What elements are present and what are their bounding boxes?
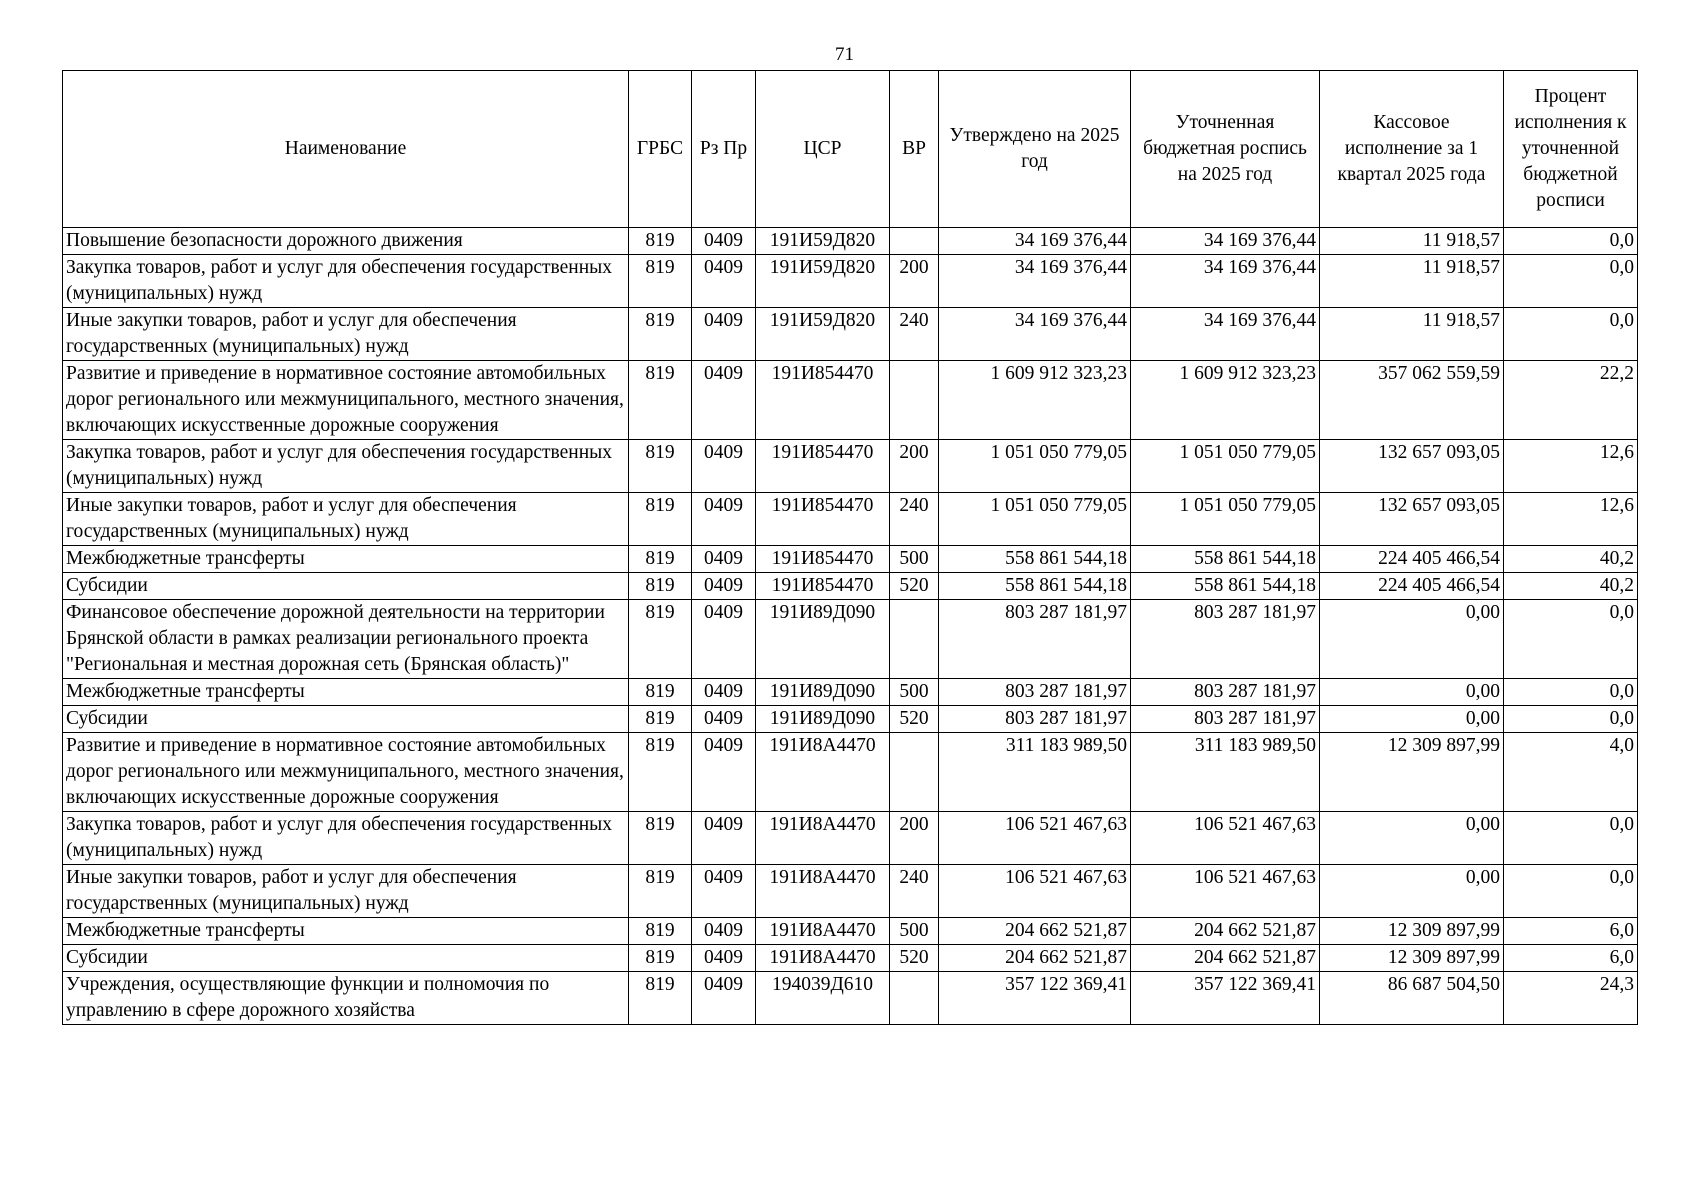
cell-grbs: 819 (629, 573, 692, 600)
cell-vr: 200 (890, 255, 939, 308)
cell-percent: 12,6 (1504, 440, 1638, 493)
cell-percent: 24,3 (1504, 972, 1638, 1025)
cell-percent: 0,0 (1504, 308, 1638, 361)
cell-refined: 1 051 050 779,05 (1131, 440, 1320, 493)
cell-rzpr: 0409 (692, 361, 756, 440)
cell-approved: 1 609 912 323,23 (939, 361, 1131, 440)
cell-refined: 357 122 369,41 (1131, 972, 1320, 1025)
cell-csr: 191И59Д820 (756, 228, 890, 255)
cell-vr: 240 (890, 865, 939, 918)
cell-cash: 224 405 466,54 (1320, 573, 1504, 600)
cell-vr (890, 361, 939, 440)
cell-csr: 191И8А4470 (756, 945, 890, 972)
cell-grbs: 819 (629, 600, 692, 679)
cell-vr (890, 733, 939, 812)
cell-refined: 204 662 521,87 (1131, 918, 1320, 945)
cell-refined: 34 169 376,44 (1131, 228, 1320, 255)
cell-refined: 106 521 467,63 (1131, 865, 1320, 918)
table-row (63, 546, 1638, 573)
cell-approved: 1 051 050 779,05 (939, 440, 1131, 493)
cell-refined: 1 609 912 323,23 (1131, 361, 1320, 440)
cell-refined: 558 861 544,18 (1131, 546, 1320, 573)
table-body (63, 228, 1638, 1025)
cell-approved: 357 122 369,41 (939, 972, 1131, 1025)
cell-csr: 191И854470 (756, 546, 890, 573)
cell-cash: 0,00 (1320, 812, 1504, 865)
cell-approved: 803 287 181,97 (939, 600, 1131, 679)
cell-grbs: 819 (629, 812, 692, 865)
cell-rzpr: 0409 (692, 573, 756, 600)
header-rzpr: Рз Пр (692, 71, 756, 228)
cell-cash: 0,00 (1320, 706, 1504, 733)
table-row (63, 945, 1638, 972)
cell-vr: 500 (890, 679, 939, 706)
cell-csr: 191И8А4470 (756, 918, 890, 945)
cell-name: Учреждения, осуществляющие функции и полномочия по управлению в сфере дорожного хозяйства (63, 972, 629, 1025)
cell-vr (890, 972, 939, 1025)
table-row (63, 308, 1638, 361)
cell-name: Закупка товаров, работ и услуг для обеспечения государственных (муниципальных) нужд (63, 255, 629, 308)
cell-name: Развитие и приведение в нормативное состояние автомобильных дорог регионального или межмуниципального, местного значения, включающих искусственные дорожные сооружения (63, 733, 629, 812)
cell-csr: 191И8А4470 (756, 865, 890, 918)
cell-percent: 40,2 (1504, 546, 1638, 573)
cell-name: Повышение безопасности дорожного движения (63, 228, 629, 255)
cell-approved: 34 169 376,44 (939, 255, 1131, 308)
cell-grbs: 819 (629, 945, 692, 972)
cell-csr: 191И854470 (756, 493, 890, 546)
cell-name: Закупка товаров, работ и услуг для обеспечения государственных (муниципальных) нужд (63, 812, 629, 865)
cell-name: Субсидии (63, 706, 629, 733)
cell-rzpr: 0409 (692, 865, 756, 918)
cell-percent: 0,0 (1504, 600, 1638, 679)
budget-table (62, 70, 1638, 1025)
header-refined: Уточненная бюджетная роспись на 2025 год (1131, 71, 1320, 228)
cell-name: Финансовое обеспечение дорожной деятельности на территории Брянской области в рамках реализации регионального проекта "Региональная и местная дорожная сеть (Брянская область)" (63, 600, 629, 679)
cell-vr (890, 600, 939, 679)
cell-grbs: 819 (629, 972, 692, 1025)
table-row (63, 706, 1638, 733)
cell-percent: 12,6 (1504, 493, 1638, 546)
cell-refined: 311 183 989,50 (1131, 733, 1320, 812)
cell-rzpr: 0409 (692, 706, 756, 733)
cell-refined: 204 662 521,87 (1131, 945, 1320, 972)
cell-refined: 558 861 544,18 (1131, 573, 1320, 600)
cell-csr: 191И8А4470 (756, 733, 890, 812)
cell-vr: 240 (890, 308, 939, 361)
cell-rzpr: 0409 (692, 812, 756, 865)
page-number: 71 (835, 44, 854, 65)
table-header-row (63, 71, 1638, 228)
cell-name: Межбюджетные трансферты (63, 918, 629, 945)
cell-vr: 520 (890, 945, 939, 972)
cell-name: Иные закупки товаров, работ и услуг для обеспечения государственных (муниципальных) нужд (63, 865, 629, 918)
cell-grbs: 819 (629, 361, 692, 440)
cell-percent: 0,0 (1504, 679, 1638, 706)
cell-cash: 12 309 897,99 (1320, 945, 1504, 972)
cell-csr: 191И854470 (756, 573, 890, 600)
cell-vr: 200 (890, 440, 939, 493)
cell-csr: 191И89Д090 (756, 706, 890, 733)
cell-vr: 520 (890, 573, 939, 600)
table-row (63, 679, 1638, 706)
cell-grbs: 819 (629, 493, 692, 546)
cell-grbs: 819 (629, 733, 692, 812)
cell-csr: 191И8А4470 (756, 812, 890, 865)
cell-grbs: 819 (629, 918, 692, 945)
table-row (63, 440, 1638, 493)
cell-cash: 357 062 559,59 (1320, 361, 1504, 440)
cell-percent: 6,0 (1504, 945, 1638, 972)
header-csr: ЦСР (756, 71, 890, 228)
cell-approved: 106 521 467,63 (939, 812, 1131, 865)
cell-refined: 803 287 181,97 (1131, 706, 1320, 733)
cell-grbs: 819 (629, 228, 692, 255)
cell-csr: 194039Д610 (756, 972, 890, 1025)
cell-refined: 1 051 050 779,05 (1131, 493, 1320, 546)
table-row (63, 493, 1638, 546)
cell-grbs: 819 (629, 679, 692, 706)
cell-percent: 6,0 (1504, 918, 1638, 945)
cell-rzpr: 0409 (692, 733, 756, 812)
cell-refined: 803 287 181,97 (1131, 679, 1320, 706)
cell-approved: 1 051 050 779,05 (939, 493, 1131, 546)
cell-approved: 204 662 521,87 (939, 945, 1131, 972)
cell-refined: 34 169 376,44 (1131, 255, 1320, 308)
cell-rzpr: 0409 (692, 255, 756, 308)
cell-csr: 191И59Д820 (756, 308, 890, 361)
cell-rzpr: 0409 (692, 493, 756, 546)
cell-cash: 224 405 466,54 (1320, 546, 1504, 573)
table-row (63, 228, 1638, 255)
cell-vr: 500 (890, 546, 939, 573)
cell-name: Субсидии (63, 573, 629, 600)
cell-approved: 803 287 181,97 (939, 706, 1131, 733)
cell-approved: 803 287 181,97 (939, 679, 1131, 706)
cell-vr (890, 228, 939, 255)
cell-rzpr: 0409 (692, 972, 756, 1025)
cell-cash: 0,00 (1320, 865, 1504, 918)
table-row (63, 600, 1638, 679)
cell-approved: 106 521 467,63 (939, 865, 1131, 918)
header-cash: Кассовое исполнение за 1 квартал 2025 года (1320, 71, 1504, 228)
cell-vr: 520 (890, 706, 939, 733)
cell-csr: 191И89Д090 (756, 600, 890, 679)
cell-cash: 0,00 (1320, 600, 1504, 679)
cell-cash: 132 657 093,05 (1320, 440, 1504, 493)
cell-percent: 0,0 (1504, 812, 1638, 865)
cell-approved: 558 861 544,18 (939, 546, 1131, 573)
cell-rzpr: 0409 (692, 440, 756, 493)
table-row (63, 972, 1638, 1025)
cell-refined: 803 287 181,97 (1131, 600, 1320, 679)
header-percent: Процент исполнения к уточненной бюджетной росписи (1504, 71, 1638, 228)
cell-rzpr: 0409 (692, 679, 756, 706)
cell-grbs: 819 (629, 308, 692, 361)
cell-rzpr: 0409 (692, 546, 756, 573)
table-row (63, 812, 1638, 865)
cell-vr: 500 (890, 918, 939, 945)
cell-cash: 11 918,57 (1320, 308, 1504, 361)
header-vr: ВР (890, 71, 939, 228)
cell-approved: 558 861 544,18 (939, 573, 1131, 600)
cell-cash: 11 918,57 (1320, 255, 1504, 308)
cell-grbs: 819 (629, 440, 692, 493)
cell-vr: 240 (890, 493, 939, 546)
cell-percent: 4,0 (1504, 733, 1638, 812)
cell-cash: 0,00 (1320, 679, 1504, 706)
cell-csr: 191И89Д090 (756, 679, 890, 706)
cell-rzpr: 0409 (692, 308, 756, 361)
cell-grbs: 819 (629, 546, 692, 573)
cell-name: Развитие и приведение в нормативное состояние автомобильных дорог регионального или межмуниципального, местного значения, включающих искусственные дорожные сооружения (63, 361, 629, 440)
cell-approved: 204 662 521,87 (939, 918, 1131, 945)
cell-cash: 12 309 897,99 (1320, 733, 1504, 812)
cell-approved: 311 183 989,50 (939, 733, 1131, 812)
cell-grbs: 819 (629, 255, 692, 308)
cell-approved: 34 169 376,44 (939, 308, 1131, 361)
table-row (63, 918, 1638, 945)
cell-grbs: 819 (629, 706, 692, 733)
cell-vr: 200 (890, 812, 939, 865)
cell-refined: 106 521 467,63 (1131, 812, 1320, 865)
cell-name: Межбюджетные трансферты (63, 679, 629, 706)
cell-cash: 11 918,57 (1320, 228, 1504, 255)
cell-name: Субсидии (63, 945, 629, 972)
cell-refined: 34 169 376,44 (1131, 308, 1320, 361)
cell-percent: 40,2 (1504, 573, 1638, 600)
cell-percent: 0,0 (1504, 255, 1638, 308)
table-row (63, 361, 1638, 440)
cell-approved: 34 169 376,44 (939, 228, 1131, 255)
table-row (63, 255, 1638, 308)
cell-cash: 12 309 897,99 (1320, 918, 1504, 945)
header-grbs: ГРБС (629, 71, 692, 228)
cell-csr: 191И854470 (756, 440, 890, 493)
table-row (63, 865, 1638, 918)
cell-rzpr: 0409 (692, 918, 756, 945)
cell-rzpr: 0409 (692, 945, 756, 972)
cell-percent: 22,2 (1504, 361, 1638, 440)
cell-csr: 191И854470 (756, 361, 890, 440)
cell-cash: 132 657 093,05 (1320, 493, 1504, 546)
cell-rzpr: 0409 (692, 228, 756, 255)
cell-csr: 191И59Д820 (756, 255, 890, 308)
cell-rzpr: 0409 (692, 600, 756, 679)
cell-cash: 86 687 504,50 (1320, 972, 1504, 1025)
header-approved: Утверждено на 2025 год (939, 71, 1131, 228)
table-row (63, 733, 1638, 812)
cell-name: Иные закупки товаров, работ и услуг для обеспечения государственных (муниципальных) нужд (63, 493, 629, 546)
cell-name: Иные закупки товаров, работ и услуг для обеспечения государственных (муниципальных) нужд (63, 308, 629, 361)
cell-percent: 0,0 (1504, 228, 1638, 255)
cell-grbs: 819 (629, 865, 692, 918)
cell-name: Межбюджетные трансферты (63, 546, 629, 573)
cell-percent: 0,0 (1504, 865, 1638, 918)
table-row (63, 573, 1638, 600)
header-name: Наименование (63, 71, 629, 228)
cell-percent: 0,0 (1504, 706, 1638, 733)
cell-name: Закупка товаров, работ и услуг для обеспечения государственных (муниципальных) нужд (63, 440, 629, 493)
